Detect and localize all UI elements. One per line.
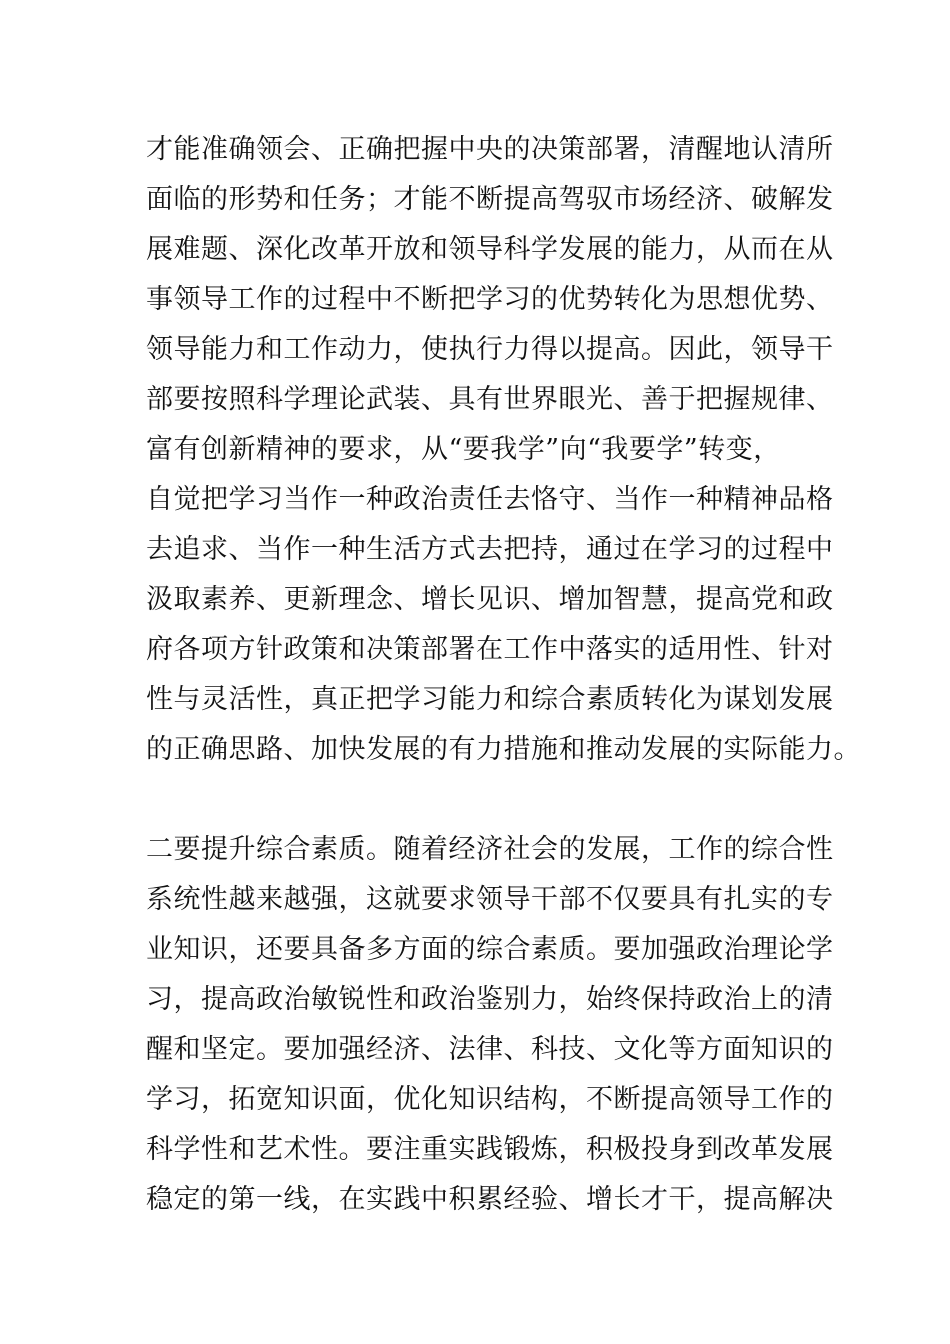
- paragraph-2-line: 系统性越来越强，这就要求领导干部不仅要具有扎实的专: [146, 884, 834, 915]
- paragraph-2-line: 科学性和艺术性。要注重实践锻炼，积极投身到改革发展: [146, 1134, 834, 1165]
- paragraph-1-line: 去追求、当作一种生活方式去把持，通过在学习的过程中: [146, 534, 834, 565]
- paragraph-1-line: 富有创新精神的要求，从“要我学”向“我要学”转变，: [146, 434, 781, 465]
- paragraph-2-line: 稳定的第一线，在实践中积累经验、增长才干，提高解决: [146, 1184, 834, 1215]
- paragraph-1-line: 府各项方针政策和决策部署在工作中落实的适用性、针对: [146, 634, 834, 665]
- paragraph-1-line: 汲取素养、更新理念、增长见识、增加智慧，提高党和政: [146, 584, 834, 615]
- paragraph-2-line: 二要提升综合素质。随着经济社会的发展，工作的综合性: [146, 834, 834, 865]
- paragraph-1-line: 部要按照科学理论武装、具有世界眼光、善于把握规律、: [146, 384, 834, 415]
- paragraph-1-line: 才能准确领会、正确把握中央的决策部署，清醒地认清所: [146, 134, 834, 165]
- paragraph-1-line: 事领导工作的过程中不断把学习的优势转化为思想优势、: [146, 284, 834, 315]
- paragraph-1-line: 自觉把学习当作一种政治责任去恪守、当作一种精神品格: [146, 484, 834, 515]
- paragraph-1-line: 的正确思路、加快发展的有力措施和推动发展的实际能力。: [146, 734, 861, 765]
- paragraph-2-line: 醒和坚定。要加强经济、法律、科技、文化等方面知识的: [146, 1034, 834, 1065]
- paragraph-1-line: 展难题、深化改革开放和领导科学发展的能力，从而在从: [146, 234, 834, 265]
- paragraph-1-line: 面临的形势和任务；才能不断提高驾驭市场经济、破解发: [146, 184, 834, 215]
- paragraph-2-line: 业知识，还要具备多方面的综合素质。要加强政治理论学: [146, 934, 834, 965]
- paragraph-1-line: 领导能力和工作动力，使执行力得以提高。因此，领导干: [146, 334, 834, 365]
- paragraph-2-line: 学习，拓宽知识面，优化知识结构，不断提高领导工作的: [146, 1084, 834, 1115]
- paragraph-2-line: 习，提高政治敏锐性和政治鉴别力，始终保持政治上的清: [146, 984, 834, 1015]
- paragraph-1-line: 性与灵活性，真正把学习能力和综合素质转化为谋划发展: [146, 684, 834, 715]
